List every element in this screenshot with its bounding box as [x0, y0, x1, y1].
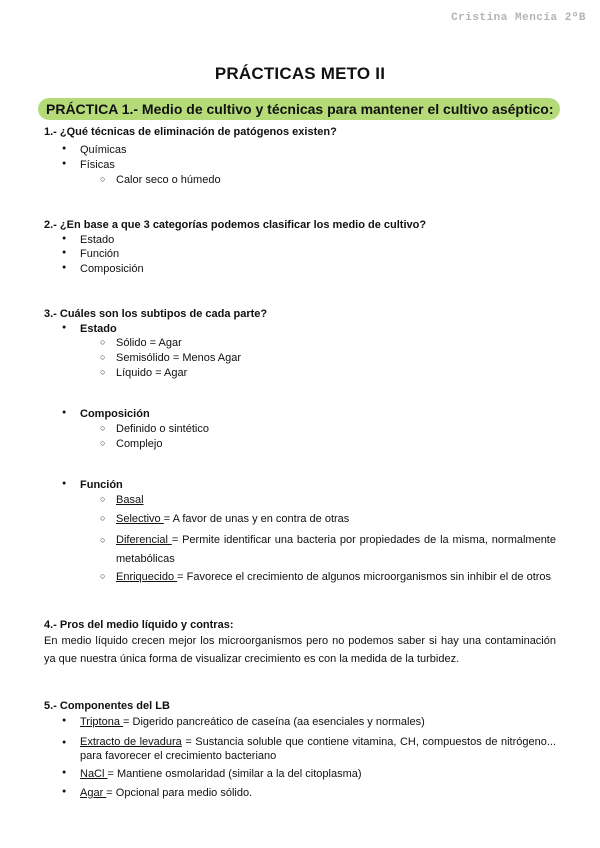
practica-label: PRÁCTICA 1.-: [46, 101, 139, 117]
term-basal: Basal: [116, 494, 144, 506]
sub-list-item: ○ Definido o sintético: [116, 423, 209, 435]
list-item: ● Composición: [80, 263, 144, 275]
def-triptona: = Digerido pancreático de caseína (aa esenciales y normales): [123, 716, 425, 728]
sub-list-item: [116, 494, 144, 506]
category-funcion: ● Función: [80, 479, 123, 491]
practica-subtitle: Medio de cultivo y técnicas para mantener el cultivo aséptico:: [138, 101, 554, 117]
sub-list-item: ○ Líquido = Agar: [116, 367, 187, 379]
def-diferencial: = Permite identificar una bacteria por propiedades de la misma, normalmente metabólicas: [116, 534, 556, 565]
term-selectivo: Selectivo: [116, 513, 164, 525]
list-item: [80, 768, 362, 780]
list-item: ● Estado: [80, 234, 114, 246]
practica-heading: [38, 98, 560, 120]
paragraph: En medio líquido crecen mejor los microorganismos pero no podemos saber si hay una contaminación ya que nuestra única forma de visualizar crecimiento es con la medida de la turbidez.: [44, 635, 556, 665]
sub-list-item: ○ Sólido = Agar: [116, 337, 182, 349]
page-title: PRÁCTICAS METO II: [214, 64, 386, 83]
list-item: [80, 735, 556, 763]
list-item: ● Función: [80, 248, 119, 260]
list-item: ● Químicas: [80, 144, 126, 156]
sub-list-item: ○ Complejo: [116, 438, 162, 450]
question-2: 2.- ¿En base a que 3 categorías podemos clasificar los medio de cultivo?: [44, 219, 427, 231]
list-item: [80, 787, 252, 799]
def-extracto: = Sustancia soluble que contiene vitamina, CH, compuestos de nitrógeno... para favorecer el crecimiento bacteriano: [80, 736, 557, 762]
term-diferencial: Diferencial: [116, 534, 172, 546]
question-3: 3.- Cuáles son los subtipos de cada parte?: [44, 308, 268, 320]
def-agar: = Opcional para medio sólido.: [106, 787, 253, 799]
list-item: [80, 716, 425, 728]
sub-list-item: [116, 531, 556, 569]
sub-list-item: [116, 571, 551, 583]
question-4: 4.- Pros del medio líquido y contras:: [44, 619, 234, 631]
term-extracto: Extracto de levadura: [80, 736, 182, 748]
def-enriquecido: = Favorece el crecimiento de algunos microorganismos sin inhibir el de otros: [177, 571, 552, 583]
def-selectivo: = A favor de unas y en contra de otras: [163, 513, 350, 525]
term-nacl: NaCl: [80, 768, 108, 780]
sub-list-item: ○ Calor seco o húmedo: [116, 174, 221, 186]
author-header: Cristina Mencía 2ºB: [451, 12, 586, 24]
def-nacl: = Mantiene osmolaridad (similar a la del citoplasma): [107, 768, 362, 780]
category-estado: ● Estado: [80, 323, 117, 335]
sub-list-item: [116, 513, 349, 525]
sub-list-item: ○ Semisólido = Menos Agar: [116, 352, 241, 364]
term-triptona: Triptona: [80, 716, 124, 728]
category-composicion: ● Composición: [80, 408, 150, 420]
list-item: ● Físicas: [80, 159, 115, 171]
question-1: 1.- ¿Qué técnicas de eliminación de patógenos existen?: [44, 126, 337, 138]
question-5: 5.- Componentes del LB: [44, 700, 170, 712]
term-agar: Agar: [80, 787, 107, 799]
term-enriquecido: Enriquecido: [116, 571, 178, 583]
